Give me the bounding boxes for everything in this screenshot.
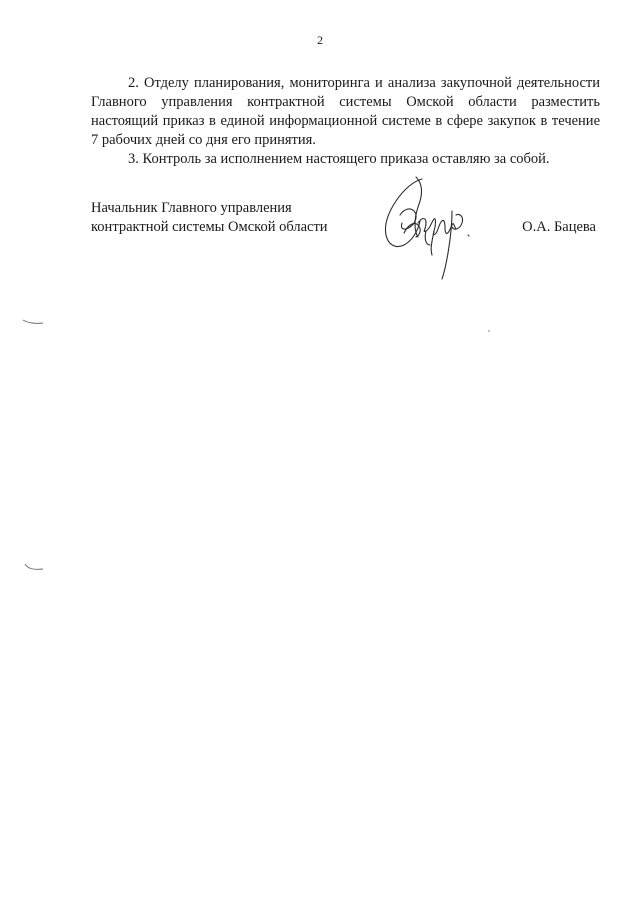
page-number: 2 — [317, 33, 323, 47]
document-body — [91, 74, 600, 169]
scan-mark-icon — [24, 562, 44, 572]
signature-block — [91, 199, 600, 289]
scan-mark-icon — [22, 318, 44, 326]
signer-position — [91, 199, 328, 237]
handwritten-signature-icon — [374, 175, 484, 283]
scan-dot-icon — [487, 329, 491, 333]
paragraph-item-2: 2. Отделу планирования, мониторинга и анализа закупочной деятельности Главного управления контрактной системы Омской области разместить настоящий приказ в единой информационной системе в сфере закупок в течение 7 рабочих дней со дня его принятия. — [91, 75, 600, 148]
paragraph-item-3: 3. Контроль за исполнением настоящего приказа оставляю за собой. — [128, 151, 550, 167]
signer-position-line-2: контрактной системы Омской области — [91, 219, 328, 235]
signer-name: О.А. Бацева — [522, 219, 596, 235]
signer-position-line-1: Начальник Главного управления — [91, 200, 292, 216]
